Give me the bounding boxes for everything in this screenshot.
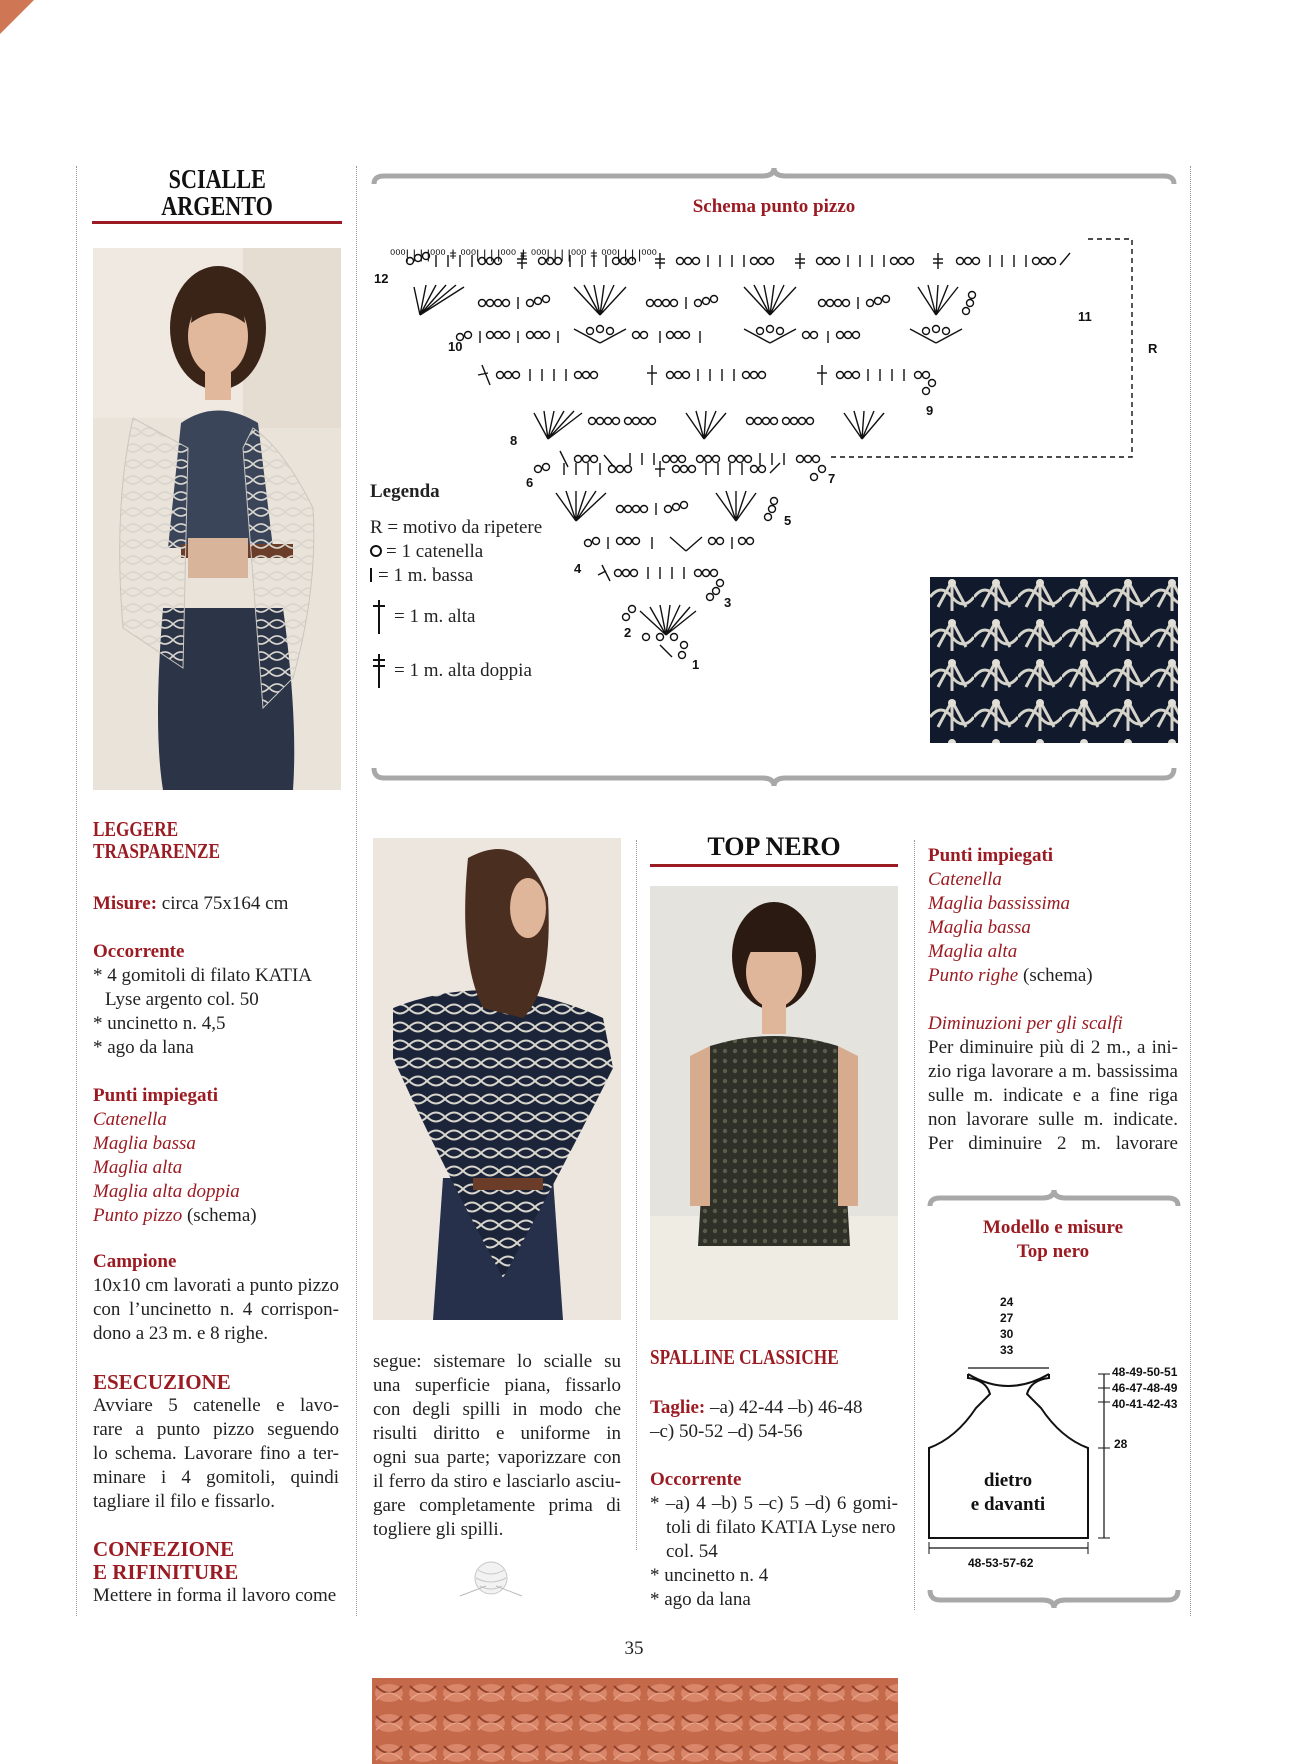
row-10 <box>457 326 963 344</box>
model-title-line2: Top nero <box>1016 1241 1090 1262</box>
model-panel-top-border <box>926 1188 1182 1212</box>
diagram-title: Schema punto pizzo <box>692 196 856 217</box>
diminuzioni-line: zio riga lavorare a m. bassissima <box>928 1061 1178 1082</box>
top-punti-title: Punti impiegati <box>928 845 1054 866</box>
woman-back-image <box>373 838 621 1320</box>
esecuzione-title: ESECUZIONE <box>93 1370 231 1394</box>
occorrente-block <box>93 940 339 1060</box>
esecuzione-line: minare i 4 gomitoli, quindi <box>93 1467 339 1488</box>
shawl-front-photo <box>93 248 341 790</box>
schema-suffix: (schema) <box>186 1205 257 1226</box>
row-number: 7 <box>828 471 836 486</box>
row-number: 10 <box>448 339 463 354</box>
top-title: TOP NERO <box>707 832 841 861</box>
top-occorrente-line: toli di filato KATIA Lyse nero <box>666 1517 896 1538</box>
legend-double <box>370 598 542 636</box>
punti-item: Maglia bassa <box>93 1133 196 1154</box>
punti-item: Maglia alta <box>93 1157 183 1178</box>
row-3 <box>598 565 724 601</box>
taglie-line: –c) 50-52 –d) 54-56 <box>650 1421 803 1442</box>
corner-decoration <box>0 0 34 34</box>
misure-value: circa 75x164 cm <box>161 893 289 914</box>
lace-swatch-image <box>930 577 1178 743</box>
top-nero-photo <box>650 886 898 1320</box>
schema-suffix: (schema) <box>1023 965 1093 986</box>
campione-line: con l’uncinetto n. 4 corrispon- <box>93 1299 339 1320</box>
top-section-title <box>650 1346 880 1368</box>
row-9 <box>478 365 936 395</box>
chain-symbol-icon <box>370 545 382 557</box>
esecuzione-line: tagliare il filo e fissarlo. <box>93 1491 276 1512</box>
double-crochet-icon <box>370 598 388 636</box>
woman-front-image <box>93 248 341 790</box>
top-schematic <box>926 1288 1182 1588</box>
shawl-title-line2: ARGENTO <box>161 191 273 221</box>
title-rule <box>92 221 342 224</box>
repeat-label: R <box>1148 341 1158 356</box>
top-punti-block <box>928 844 1178 988</box>
legend-repeat: R = motivo da ripetere <box>370 517 543 538</box>
esecuzione-line: Avviare 5 catenelle e lavo- <box>93 1395 339 1416</box>
confezione-line: Mettere in forma il lavoro come <box>93 1585 337 1606</box>
diminuzioni-line: sulle m. indicate e a fine riga <box>928 1085 1178 1106</box>
model-title-line1: Modello e misure <box>982 1217 1123 1238</box>
top-occorrente-line: col. 54 <box>666 1541 718 1562</box>
continuation-line: il ferro da stiro e lasciarlo asciu- <box>373 1471 621 1492</box>
column-divider <box>1190 166 1192 1616</box>
measure-28: 28 <box>1114 1437 1128 1451</box>
row-number: 12 <box>374 271 389 286</box>
measure-top: 33 <box>1000 1343 1014 1357</box>
row-number: 2 <box>624 625 632 640</box>
confezione-block <box>93 1538 339 1608</box>
row-8 <box>534 411 884 439</box>
treble-crochet-icon <box>370 652 388 690</box>
diminuzioni-line: Per diminuire più di 2 m., a ini- <box>928 1037 1178 1058</box>
row-12-symbols: ⁰⁰⁰| | | |⁰⁰⁰ ǂ ⁰⁰⁰| | | |⁰⁰⁰ ǂ ⁰⁰⁰| | | |⁰⁰⁰ ǂ ⁰⁰⁰| | | |⁰⁰⁰ <box>390 247 657 262</box>
top-section-title-text: SPALLINE CLASSICHE <box>650 1345 839 1369</box>
continuation-text <box>373 1350 621 1542</box>
top-title-rule <box>650 864 898 867</box>
legend-single-text: = 1 m. bassa <box>378 565 474 586</box>
taglie-label: Taglie: <box>650 1397 706 1418</box>
esecuzione-line: lo schema. Lavorare fino a ter- <box>93 1443 339 1464</box>
model-panel-bottom-border <box>926 1586 1182 1610</box>
row-number: 8 <box>510 433 518 448</box>
row-5 <box>556 491 778 521</box>
esecuzione-line: rare a punto pizzo seguendo <box>93 1419 339 1440</box>
row-number: 4 <box>574 561 582 576</box>
campione-line: dono a 23 m. e 8 righe. <box>93 1323 269 1344</box>
misure-label: Misure: <box>93 893 158 914</box>
confezione-title-2: E RIFINITURE <box>93 1560 239 1584</box>
punti-block <box>93 1084 257 1228</box>
page-number: 35 <box>624 1638 644 1659</box>
confezione-title-1: CONFEZIONE <box>93 1537 235 1561</box>
diminuzioni-title: Diminuzioni per gli scalfi <box>928 1013 1123 1034</box>
top-occorrente-line: * uncinetto n. 4 <box>650 1565 769 1586</box>
top-occorrente-title: Occorrente <box>650 1469 742 1490</box>
occorrente-line: * uncinetto n. 4,5 <box>93 1013 226 1034</box>
measure-right: 46-47-48-49 <box>1112 1381 1178 1395</box>
row-4 <box>585 537 754 551</box>
top-occorrente-block <box>650 1468 898 1612</box>
shawl-title <box>92 166 342 220</box>
continuation-line: una superficie piana, fissarlo <box>373 1375 621 1396</box>
campione-block <box>93 1250 339 1346</box>
taglie-block <box>650 1396 898 1444</box>
single-crochet-icon <box>370 568 372 582</box>
row-6 <box>535 461 781 477</box>
chart-symbols <box>390 247 657 262</box>
punto-righe: Punto righe <box>928 965 1019 986</box>
legend-chain <box>370 540 542 564</box>
punto-pizzo: Punto pizzo <box>93 1205 183 1226</box>
legend <box>370 480 542 690</box>
legend-title: Legenda <box>370 481 440 502</box>
taglie-line: –a) 42-44 –b) 46-48 <box>710 1397 863 1418</box>
misure-line <box>93 892 288 916</box>
top-occorrente-line: * ago da lana <box>650 1589 751 1610</box>
shawl-title-line1: SCIALLE <box>168 164 266 194</box>
measure-top: 27 <box>1000 1311 1014 1325</box>
punti-item: Catenella <box>93 1109 167 1130</box>
row-number: 5 <box>784 513 792 528</box>
top-punti-item: Maglia bassissima <box>928 893 1070 914</box>
row-number: 11 <box>1078 309 1092 324</box>
legend-double-text: = 1 m. alta <box>394 606 476 627</box>
punti-item: Maglia alta doppia <box>93 1181 240 1202</box>
yarn-texture-image <box>372 1678 898 1764</box>
continuation-line: gare completamente prima di <box>373 1495 621 1516</box>
measure-bottom: 48-53-57-62 <box>968 1556 1034 1570</box>
top-punti-item: Maglia alta <box>928 941 1018 962</box>
measure-top: 30 <box>1000 1327 1014 1341</box>
continuation-line: ogni sua parte; vaporizzare con <box>373 1447 621 1468</box>
legend-single <box>370 564 542 588</box>
row-2 <box>623 605 697 635</box>
legend-chain-text: = 1 catenella <box>386 541 484 562</box>
occorrente-line: * ago da lana <box>93 1037 194 1058</box>
continuation-line: togliere gli spilli. <box>373 1519 504 1540</box>
model-title <box>928 1216 1178 1264</box>
row-11 <box>414 285 976 315</box>
row-number: 1 <box>692 657 700 672</box>
model-label: e davanti <box>970 1494 1046 1515</box>
lace-swatch-photo <box>930 577 1178 743</box>
top-occorrente-line: * –a) 4 –b) 5 –c) 5 –d) 6 gomi- <box>650 1493 898 1514</box>
diminuzioni-block <box>928 1012 1178 1156</box>
section-title-line2: TRASPARENZE <box>93 839 220 863</box>
top-measures <box>968 1295 1178 1570</box>
measure-right: 48-49-50-51 <box>1112 1365 1178 1379</box>
occorrente-line: * 4 gomitoli di filato KATIA <box>93 965 313 986</box>
diminuzioni-line: Per diminuire 2 m. lavorare <box>928 1133 1178 1154</box>
continuation-line: con degli spilli in modo che <box>373 1399 621 1420</box>
section-title-line1: LEGGERE <box>93 817 179 841</box>
row-1 <box>643 634 688 659</box>
measure-right: 40-41-42-43 <box>1112 1397 1178 1411</box>
yarn-ball-icon <box>456 1556 526 1600</box>
top-punti-item: Maglia bassa <box>928 917 1031 938</box>
woman-black-top-image <box>650 886 898 1320</box>
column-divider <box>914 840 916 1610</box>
row-number: 3 <box>724 595 732 610</box>
row-number: 9 <box>926 403 934 418</box>
punti-title: Punti impiegati <box>93 1085 219 1106</box>
bottom-yarn-texture <box>372 1678 898 1764</box>
legend-treble <box>370 652 542 690</box>
continuation-line: risulti diritto e uniforme in <box>373 1423 621 1444</box>
esecuzione-block <box>93 1370 339 1514</box>
campione-title: Campione <box>93 1251 177 1272</box>
occorrente-line: Lyse argento col. 50 <box>105 989 259 1010</box>
campione-line: 10x10 cm lavorati a punto pizzo <box>93 1275 339 1296</box>
panel-top-border <box>370 166 1178 192</box>
legend-treble-text: = 1 m. alta doppia <box>394 660 532 681</box>
diminuzioni-line: non lavorare sulle m. indicate. <box>928 1109 1178 1130</box>
occorrente-title: Occorrente <box>93 941 185 962</box>
row-number: 6 <box>526 475 534 490</box>
column-divider <box>356 166 358 1616</box>
model-label: dietro <box>983 1470 1033 1491</box>
section-title-light <box>93 818 248 862</box>
continuation-line: segue: sistemare lo scialle su <box>373 1351 621 1372</box>
column-divider <box>636 840 638 1550</box>
shawl-back-photo <box>373 838 621 1320</box>
top-punti-item: Catenella <box>928 869 1002 890</box>
column-divider <box>76 166 78 1616</box>
measure-top: 24 <box>1000 1295 1014 1309</box>
panel-bottom-border <box>370 764 1178 790</box>
